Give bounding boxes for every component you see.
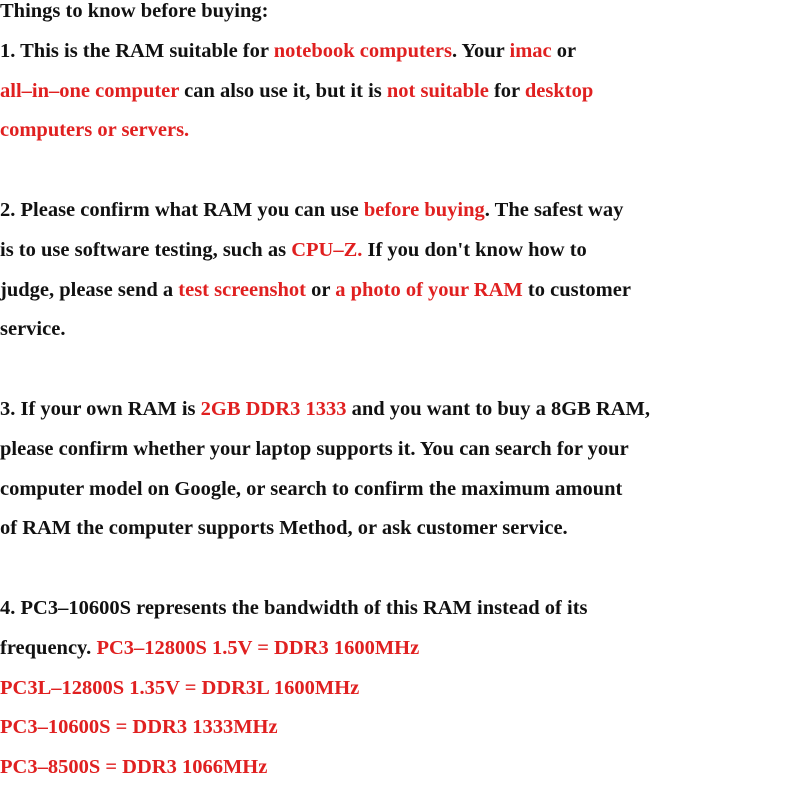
note-line [0, 708, 800, 748]
body-text: . The safest way [484, 198, 624, 221]
body-text: . Your [451, 39, 510, 62]
body-text: and you want to buy a 8GB RAM, [346, 397, 651, 420]
highlighted-text: imac [509, 39, 552, 62]
body-text: please confirm whether your laptop supports it. You can search for your [0, 437, 629, 460]
highlighted-text: a photo of your RAM [335, 278, 523, 301]
highlighted-text: notebook computers [273, 39, 452, 62]
note-line [0, 470, 800, 510]
highlighted-text: PC3–10600S = DDR3 1333MHz [0, 716, 278, 739]
note-line [0, 748, 800, 788]
highlighted-text: before buying [363, 198, 485, 221]
highlighted-text: PC3–8500S = DDR3 1066MHz [0, 756, 268, 779]
body-text: 2. Please confirm what RAM you can use [0, 198, 364, 221]
highlighted-text: CPU–Z. [291, 238, 363, 261]
highlighted-text: 2GB DDR3 1333 [200, 397, 347, 420]
highlighted-text: all–in–one computer [0, 79, 179, 102]
paragraph-spacer [0, 151, 800, 191]
highlighted-text: PC3L–12800S 1.35V = DDR3L 1600MHz [0, 676, 360, 699]
body-text: 4. PC3–10600S represents the bandwidth of this RAM instead of its [0, 596, 588, 619]
highlighted-text: test screenshot [178, 278, 306, 301]
note-line [0, 310, 800, 350]
highlighted-text: computers or servers. [0, 119, 190, 142]
highlighted-text: not suitable [386, 79, 489, 102]
body-text: of RAM the computer supports Method, or ask customer service. [0, 517, 568, 540]
highlighted-text: PC3–12800S 1.5V = DDR3 1600MHz [96, 636, 420, 659]
body-text: computer model on Google, or search to confirm the maximum amount [0, 477, 623, 500]
body-text: or [551, 39, 577, 62]
notes-body [0, 32, 800, 788]
note-line [0, 430, 800, 470]
note-line [0, 72, 800, 112]
body-text: If you don't know how to [362, 238, 587, 261]
body-text: judge, please send a [0, 278, 179, 301]
note-line [0, 390, 800, 430]
note-line [0, 191, 800, 231]
note-line [0, 111, 800, 151]
note-paragraph-4 [0, 589, 800, 788]
note-line [0, 32, 800, 72]
highlighted-text: desktop [524, 79, 594, 102]
note-line [0, 629, 800, 669]
body-text: frequency. [0, 636, 97, 659]
note-line [0, 669, 800, 709]
paragraph-spacer [0, 350, 800, 390]
paragraph-spacer [0, 549, 800, 589]
note-paragraph-2 [0, 191, 800, 350]
body-text: 1. This is the RAM suitable for [0, 39, 274, 62]
page-title: Things to know before buying: [0, 0, 269, 22]
note-paragraph-1 [0, 32, 800, 151]
note-paragraph-3 [0, 390, 800, 549]
note-line [0, 231, 800, 271]
body-text: to customer [522, 278, 631, 301]
body-text: or [305, 278, 336, 301]
body-text: service. [0, 318, 66, 341]
body-text: can also use it, but it is [179, 79, 387, 102]
note-line [0, 509, 800, 549]
body-text: is to use software testing, such as [0, 238, 292, 261]
note-line [0, 271, 800, 311]
body-text: for [488, 79, 525, 102]
note-line [0, 589, 800, 629]
body-text: 3. If your own RAM is [0, 397, 201, 420]
